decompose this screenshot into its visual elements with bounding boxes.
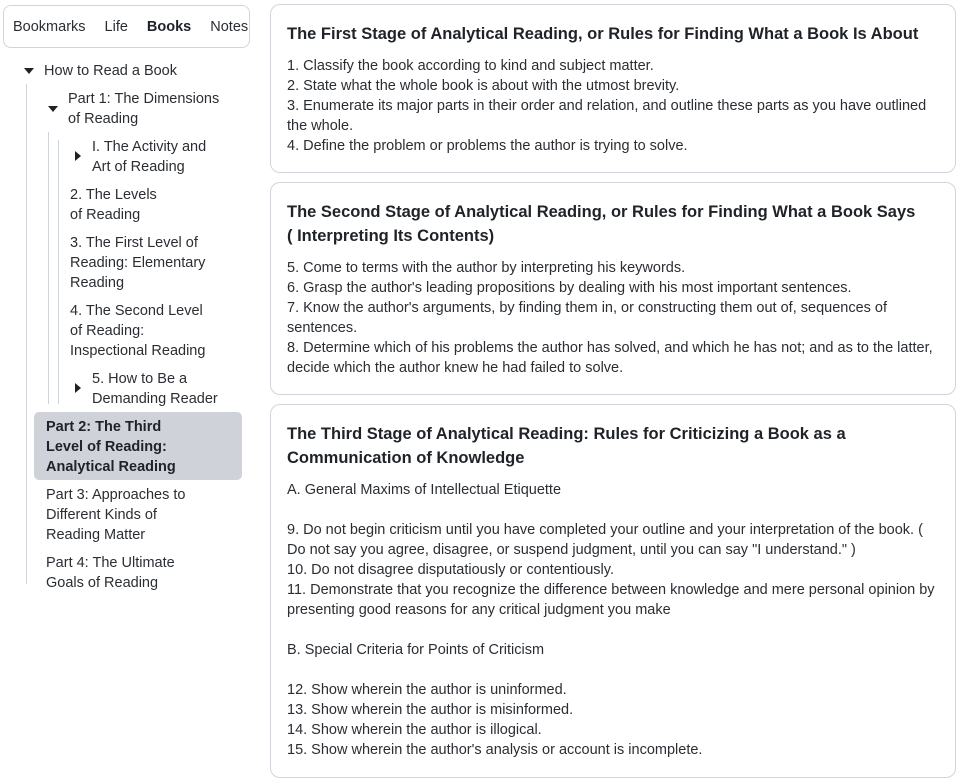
- tree-guide-line: [58, 140, 59, 404]
- card-body: [287, 480, 939, 760]
- tab-bookmarks[interactable]: Bookmarks: [13, 18, 86, 35]
- chevron-right-icon[interactable]: [75, 383, 81, 393]
- card-title: The First Stage of Analytical Reading, or Rules for Finding What a Book Is About: [287, 25, 919, 43]
- rule-line: 14. Show wherein the author is illogical.: [287, 722, 542, 738]
- rule-line: 3. Enumerate its major parts in their order and relation, and outline these parts as you have outlined the whole.: [287, 98, 927, 134]
- tab-notes[interactable]: Notes: [210, 18, 249, 35]
- rule-line: 6. Grasp the author's leading propositions by dealing with his most important sentences.: [287, 280, 852, 296]
- chevron-down-icon[interactable]: [48, 106, 58, 112]
- section-heading: B. Special Criteria for Points of Criticism: [287, 642, 545, 658]
- blank-line: [287, 500, 939, 520]
- chevron-right-icon[interactable]: [75, 151, 81, 161]
- rule-line: 5. Come to terms with the author by interpreting his keywords.: [287, 260, 686, 276]
- rule-line: 13. Show wherein the author is misinformed.: [287, 702, 574, 718]
- rule-line: 15. Show wherein the author's analysis or account is incomplete.: [287, 742, 703, 758]
- rule-line: 1. Classify the book according to kind and subject matter.: [287, 58, 654, 74]
- tree-node-chapter-2[interactable]: 2. The Levels of Reading: [70, 187, 157, 223]
- tree-node-chapter-3[interactable]: 3. The First Level of Reading: Elementary Reading: [70, 235, 206, 291]
- card-title: The Second Stage of Analytical Reading, or Rules for Finding What a Book Says ( Interpreting Its Contents): [287, 203, 916, 245]
- card-body: [287, 56, 939, 156]
- blank-line: [287, 660, 939, 680]
- rule-line: 8. Determine which of his problems the author has solved, and which he has not; and as to the latter, decide which the author knew he had failed to solve.: [287, 340, 933, 376]
- card-title: The Third Stage of Analytical Reading: Rules for Criticizing a Book as a Communication of Knowledge: [287, 425, 846, 467]
- chevron-down-icon[interactable]: [24, 68, 34, 74]
- rule-line: 11. Demonstrate that you recognize the difference between knowledge and mere personal opinion by presenting good reasons for any critical judgment you make: [287, 582, 935, 618]
- tree-node-chapter-4[interactable]: 4. The Second Level of Reading: Inspectional Reading: [70, 303, 206, 359]
- tree-guide-line: [26, 84, 27, 584]
- blank-line: [287, 620, 939, 640]
- tab-life[interactable]: Life: [104, 18, 128, 35]
- tree-node-part4[interactable]: Part 4: The Ultimate Goals of Reading: [46, 555, 175, 591]
- rule-line: 10. Do not disagree disputatiously or contentiously.: [287, 562, 614, 578]
- rule-line: 7. Know the author's arguments, by finding them in, or constructing them out of, sequences of sentences.: [287, 300, 888, 336]
- card-body: [287, 258, 939, 378]
- rule-line: 2. State what the whole book is about with the utmost brevity.: [287, 78, 680, 94]
- tree-node-chapter-1[interactable]: I. The Activity and Art of Reading: [92, 139, 207, 175]
- rules-card-stage-2: [270, 182, 956, 395]
- tab-books[interactable]: Books: [146, 18, 192, 35]
- tree-node-chapter-5[interactable]: 5. How to Be a Demanding Reader: [92, 371, 218, 407]
- sidebar-tabs: [3, 5, 250, 48]
- tree-node-part1[interactable]: Part 1: The Dimensions of Reading: [68, 91, 220, 127]
- rule-line: 4. Define the problem or problems the author is trying to solve.: [287, 138, 688, 154]
- tree-node-root[interactable]: How to Read a Book: [44, 63, 177, 79]
- tree-node-part3[interactable]: Part 3: Approaches to Different Kinds of Reading Matter: [46, 487, 186, 543]
- rule-line: 12. Show wherein the author is uninformed.: [287, 682, 567, 698]
- section-heading: A. General Maxims of Intellectual Etiquette: [287, 482, 562, 498]
- tree-node-part2[interactable]: Part 2: The Third Level of Reading: Analytical Reading: [46, 419, 176, 475]
- tree-guide-line: [48, 132, 49, 404]
- rules-card-stage-1: [270, 4, 956, 173]
- rule-line: 9. Do not begin criticism until you have completed your outline and your interpretation of the book. ( Do not say you agree, disagree, or suspend judgment, until you can say "I understand." ): [287, 522, 923, 558]
- rules-card-stage-3: [270, 404, 956, 778]
